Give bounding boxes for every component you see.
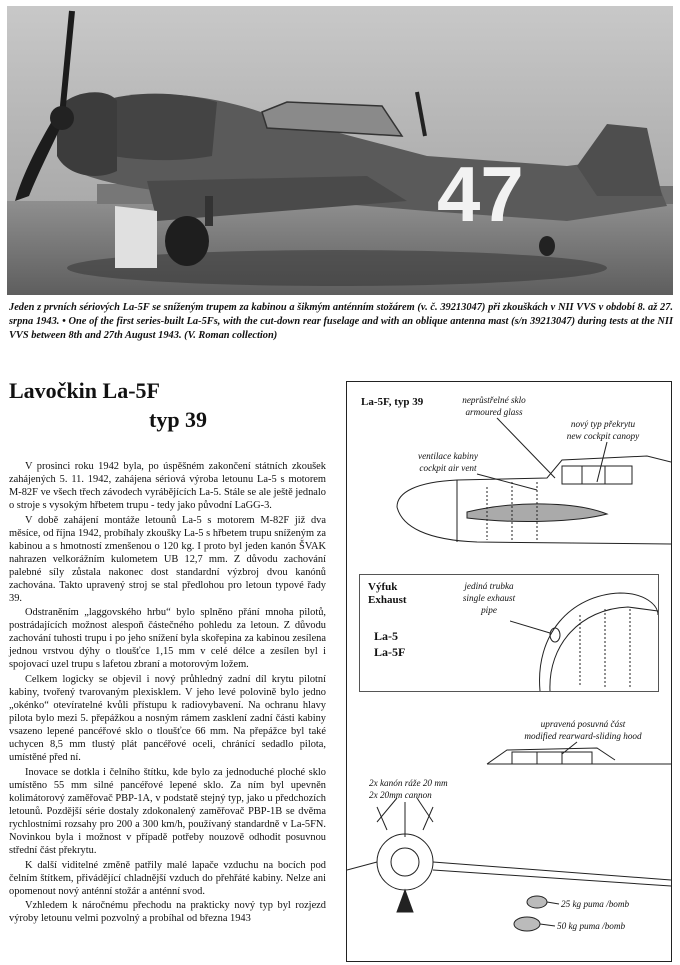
side-view-drawing	[347, 382, 671, 572]
label-canopy-cz: nový typ překrytu	[570, 419, 636, 429]
cannon-label-cz: 2x kanón ráže 20 mm	[369, 778, 448, 788]
cannon-label-en: 2x 20mm cannon	[369, 790, 432, 800]
photo-caption	[9, 301, 673, 344]
variant-la5f: La-5F	[374, 645, 406, 659]
exhaust-note-en2: pipe	[481, 605, 497, 615]
paragraph: V prosinci roku 1942 byla, po úspěšném zakončení státních zkoušek zahájených 5. 11. 1942, zahájena sériová výroba letounu La-5 s motorem M-82F ve všech třech závodech vyrábějících La-5. Stále se ale ještě jednalo o stroje s vysokým hřbetem trupu - tedy jako původní LaGG-3.	[9, 461, 326, 511]
exhaust-title-cz: Výfuk	[368, 581, 398, 593]
exhaust-drawing	[510, 575, 658, 691]
caption-english: One of the first series-built La-5Fs, with the cut-down rear fuselage and with an oblique antenna mast (s/n 39213047) during tests at the NII VVS between 8th and 27th August 1943. (V. Roman collection)	[9, 316, 673, 342]
diagram-title: La-5F, typ 39	[361, 396, 424, 408]
paragraph: V době zahájení montáže letounů La-5 s motorem M-82F již dva měsíce, od října 1942, probíhaly zkoušky La-5 s hřbetem trupu sníženým za kabinou a s hmotností zmenšenou o 120 kg. I proto byl jeden kanón ŠVAK nahrazen velkorážním kulometem UB 12,7 mm. Z důvodu zachování palebné síly zůstala nakonec dost standardní výzbroj dvou kanónů zachována. Takto upravený stroj se stal předlohou pro letoun typové řady 39.	[9, 514, 326, 604]
article-body	[9, 461, 326, 928]
aircraft-number: 47	[437, 150, 524, 238]
paragraph: K další viditelné změně patřily malé lapače vzduchu na bocích pod čelním štítkem, přivádějící chladnější vzduch do přehřáté kabiny. Nelze ani opomenout nový anténní stožár a anténní svod.	[9, 859, 326, 897]
paragraph: Celkem logicky se objevil i nový průhledný zadní díl krytu pilotní kabiny, tvořený tvarovaným plexisklem. V jeho levé polovině bylo jedno „okénko“ otevíratelné kvůli přístupu k radiovybavení. Na ochranu hlavy pilota bylo mezi 5. přepážkou a nosným rámem zasklení zadní části kabiny vsazeno lepené pancéřové sklo o tloušťce 66 mm. Na přepážce byl také uchycen 8,5 mm tlustý plát pancéřové oceli, chránící sedadlo pilota, umístěné před ní.	[9, 674, 326, 763]
label-armoured-glass-cz: neprůstřelné sklo	[462, 395, 526, 405]
technical-diagram	[346, 381, 672, 962]
article-subtitle: typ 39	[149, 407, 208, 432]
article-title: Lavočkin La-5F	[9, 378, 160, 403]
hood-label-en: modified rearward-sliding hood	[524, 731, 642, 741]
bomb-25kg-label: 25 kg puma /bomb	[561, 899, 630, 909]
label-canopy-en: new cockpit canopy	[566, 431, 640, 441]
bomb-50kg-label: 50 kg puma /bomb	[557, 921, 626, 931]
paragraph: Odstraněním „laggovského hrbu“ bylo splněno přání mnoha pilotů, postrádajících možnost alespoň částečného pohledu za letoun. Z důvodu zachování tuhosti trupu i po jeho snížení byla skořepina za kabinou zesílena jednou vrstvou dýhy o tloušťce 1,15 mm v celé délce a zesílen byl i spojovací uzel trupu s lafetou zbraní a motorovým ložem.	[9, 607, 326, 671]
paragraph: Inovace se dotkla i čelního štítku, kde bylo za jednoduché ploché sklo umístěno 55 mm silné pancéřové lepené sklo. Za ním byl upevněn kolimátorový zaměřovač PBP-1A, v podstatě stejný typ, jako u předchozích letounů. Pozdější série dostaly zdokonalený zaměřovač PBP-1B se dvěma rychlostními rozsahy pro 200 a 300 km/h, používaný standardně v La-5FN. Novinkou byla i možnost v případě potřeby nouzově odhodit posuvnou střední část překrytu.	[9, 766, 326, 856]
label-armoured-glass-en: armoured glass	[465, 407, 523, 417]
front-and-hood-drawing	[347, 712, 671, 960]
exhaust-inset	[359, 574, 659, 692]
aircraft-photo	[7, 6, 673, 295]
exhaust-title-en: Exhaust	[368, 594, 407, 606]
variant-la5: La-5	[374, 629, 398, 643]
label-vent-cz: ventilace kabiny	[418, 451, 478, 461]
label-vent-en: cockpit air vent	[419, 463, 477, 473]
hood-label-cz: upravená posuvná část	[540, 719, 626, 729]
paragraph: Vzhledem k náročnému přechodu na prakticky nový typ byl rozjezd výroby letounu velmi pozvolný a probíhal od března 1943	[9, 900, 326, 925]
exhaust-note-cz: jediná trubka	[464, 581, 514, 591]
caption-czech: Jeden z prvních sériových La-5F se sníženým trupem za kabinou a šikmým anténním stožárem (v. č. 39213047) při zkouškách v NII VVS v období 8. až 27. srpna 1943. •	[9, 302, 673, 328]
exhaust-note-en1: single exhaust	[462, 593, 516, 603]
